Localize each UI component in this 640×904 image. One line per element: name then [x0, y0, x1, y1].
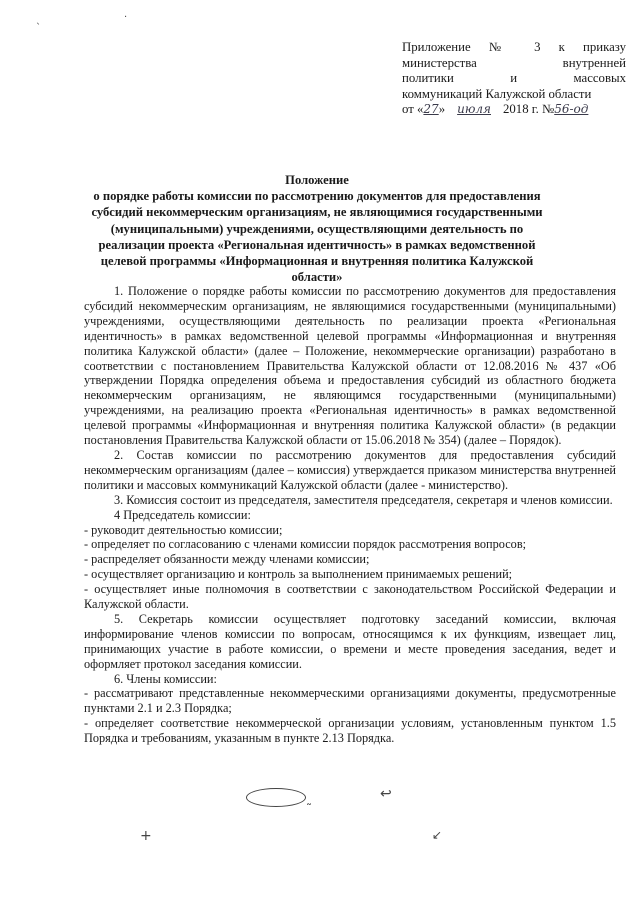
chair-duty-item: - руководит деятельностью комиссии; [84, 522, 283, 537]
chair-duty-item: - определяет по согласованию с членами комиссии порядок рассмотрения вопросов; [84, 537, 527, 552]
date-prefix: от « [402, 102, 424, 117]
date-year: 2018 г. № [503, 102, 555, 117]
attachment-line-3: политики и массовых [402, 71, 626, 86]
title-subtitle: о порядке работы комиссии по рассмотрению документов для предоставления субсидий некоммерческим организациям, не являющимися государственными (муниципальными) учреждениями, осуществляющими деятельность по реализации проекта «Региональная идентичность» в рамках ведомственной целевой программы «Информационная и внутренняя политика Калужской области» [91, 189, 543, 285]
paragraph-6: 6. Члены комиссии: [114, 671, 217, 686]
member-duty-item: - рассматривают представленные некоммерческими организациями документы, предусмотренные пунктами 2.1 и 2.3 Порядка; [84, 686, 616, 716]
document-title [84, 172, 550, 285]
scan-mark-top-left: ˎ [36, 14, 41, 25]
document-body [84, 284, 616, 746]
attachment-line-1: Приложение № 3 к приказу [402, 40, 626, 54]
paragraph-5: 5. Секретарь комиссии осуществляет подготовку заседаний комиссии, включая информирование членов комиссии по вопросам, относящимся к их функциям, извещает лиц, принимающих участие в работе комиссии, о времени и месте проведения заседания, ведет и оформляет протокол заседания комиссии. [84, 611, 616, 671]
paragraph-4: 4 Председатель комиссии: [114, 507, 251, 522]
order-number: 56-од [554, 102, 589, 117]
date-day: 27 [423, 102, 439, 117]
chair-duty-item: - осуществляет иные полномочия в соответствии с законодательством Российской Федерации и Калужской области. [84, 582, 616, 612]
handwritten-cross-mark: ˜ [306, 802, 312, 816]
attachment-line-4: коммуникаций Калужской области [402, 86, 592, 101]
paragraph-2: 2. Состав комиссии по рассмотрению документов для предоставления субсидий некоммерческим организациям (далее – комиссия) утверждается приказом министерства внутренней политики и массовых коммуникаций Калужской области (далее - министерство). [84, 447, 616, 492]
date-month: июля [457, 102, 491, 117]
chair-duty-item: - осуществляет организацию и контроль за выполнением принимаемых решений; [84, 567, 513, 582]
handwritten-circle-mark [246, 788, 306, 807]
attachment-line-2: министерства внутренней [402, 55, 626, 70]
member-duty-item: - определяет соответствие некоммерческой организации условиям, установленным пунктом 1.5 Порядка и требованиям, указанным в пункте 2.13 Порядка. [84, 716, 616, 746]
handwritten-plus-mark: + [140, 828, 152, 844]
chair-duty-item: - распределяет обязанности между членами комиссии; [84, 552, 370, 567]
scan-mark-top: · [124, 12, 128, 23]
attachment-date-line [402, 102, 626, 118]
title-heading: Положение [285, 173, 349, 187]
paragraph-1: 1. Положение о порядке работы комиссии по рассмотрению документов для предоставления субсидий некоммерческим организациям, не являющимися государственными (муниципальными) учреждениями, осуществляющими деятельность по реализации проекта «Региональная идентичность» в рамках ведомственной целевой программы «Информационная и внутренняя политика Калужской области» (далее – Положение, некоммерческие организации) разработано в соответствии с постановлением Правительства Калужской области от 12.08.2016 № 437 «Об утверждении Порядка определения объема и предоставления субсидий из областного бюджета некоммерческим организациям, не являющимся государственными (муниципальными) учреждениями, на реализацию проекта «Региональная идентичность» в рамках ведомственной целевой программы «Информационная и внутренняя политика Калужской области» (в редакции постановления Правительства Калужской области от 15.06.2018 № 354) (далее – Порядок). [84, 284, 616, 448]
date-mid: » [438, 102, 446, 117]
paragraph-3: 3. Комиссия состоит из председателя, заместителя председателя, секретаря и членов комиссии. [114, 492, 613, 507]
handwritten-tick-mark: ↙ [432, 828, 443, 842]
attachment-block [402, 40, 626, 118]
handwritten-check-mark: ↩ [380, 786, 392, 802]
